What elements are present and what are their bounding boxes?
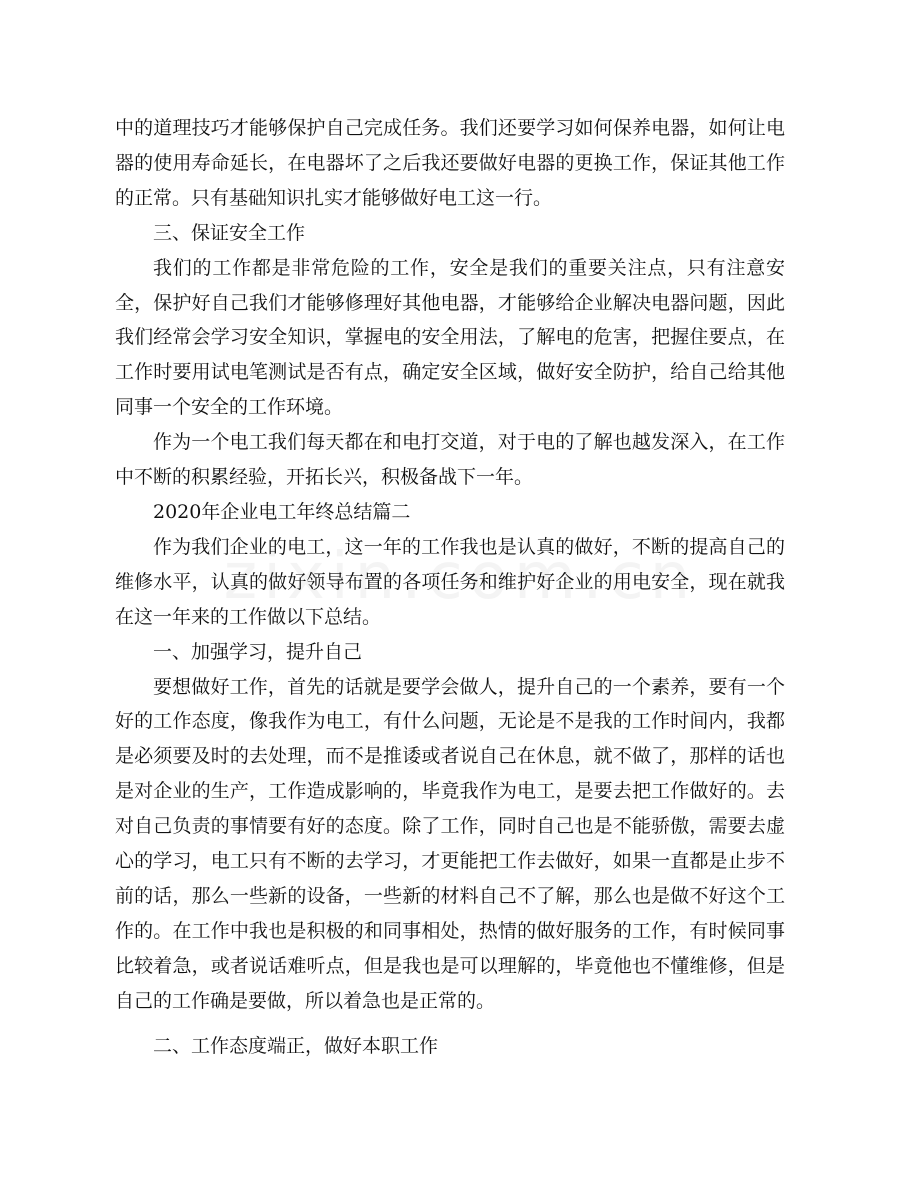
paragraph-summary: 作为一个电工我们每天都在和电打交道，对于电的了解也越发深入，在工作中不断的积累经验，开拓长兴，积极备战下一年。 — [115, 431, 785, 489]
section-heading-safety: 三、保证安全工作 — [153, 221, 306, 244]
paragraph-learning: 要想做好工作，首先的话就是要学会做人，提升自己的一个素养，要有一个好的工作态度，像我作为电工，有什么问题，无论是不是我的工作时间内，我都是必须要及时的去处理，而不是推诿或者说自己在休息，就不做了，那样的话也是对企业的生产，工作造成影响的，毕竟我作为电工，是要去把工作做好的。去对自己负责的事情要有好的态度。除了工作，同时自己也是不能骄傲，需要去虚心的学习，电工只有不断的去学习，才更能把工作去做好，如果一直都是止步不前的话，那么一些新的设备，一些新的材料自己不了解，那么也是做不好这个工作的。在工作中我也是积极的和同事相处，热情的做好服务的工作，有时候同事比较着急，或者说话难听点，但是我也是可以理解的，毕竟他也不懂维修，但是自己的工作确是要做，所以着急也是正常的。 — [115, 675, 785, 1012]
spacer — [115, 1019, 785, 1029]
article-title-part-two: 2020年企业电工年终总结篇二 — [153, 500, 411, 523]
section-heading-learning: 一、加强学习，提升自己 — [153, 640, 363, 663]
paragraph-continuation: 中的道理技巧才能够保护自己完成任务。我们还要学习如何保养电器，如何让电器的使用寿命延长，在电器坏了之后我还要做好电器的更换工作，保证其他工作的正常。只有基础知识扎实才能够做好电工这一行。 — [115, 117, 785, 209]
paragraph-safety: 我们的工作都是非常危险的工作，安全是我们的重要关注点，只有注意安全，保护好自己我们才能够修理好其他电器，才能够给企业解决电器问题，因此我们经常会学习安全知识，掌握电的安全用法，了解电的危害，把握住要点，在工作时要用试电笔测试是否有点，确定安全区域，做好安全防护，给自己给其他同事一个安全的工作环境。 — [115, 256, 785, 419]
document-body — [115, 111, 785, 1063]
paragraph-intro: 作为我们企业的电工，这一年的工作我也是认真的做好，不断的提高自己的维修水平，认真的做好领导布置的各项任务和维护好企业的用电安全，现在就我在这一年来的工作做以下总结。 — [115, 535, 785, 628]
section-heading-attitude: 二、工作态度端正，做好本职工作 — [153, 1034, 439, 1057]
